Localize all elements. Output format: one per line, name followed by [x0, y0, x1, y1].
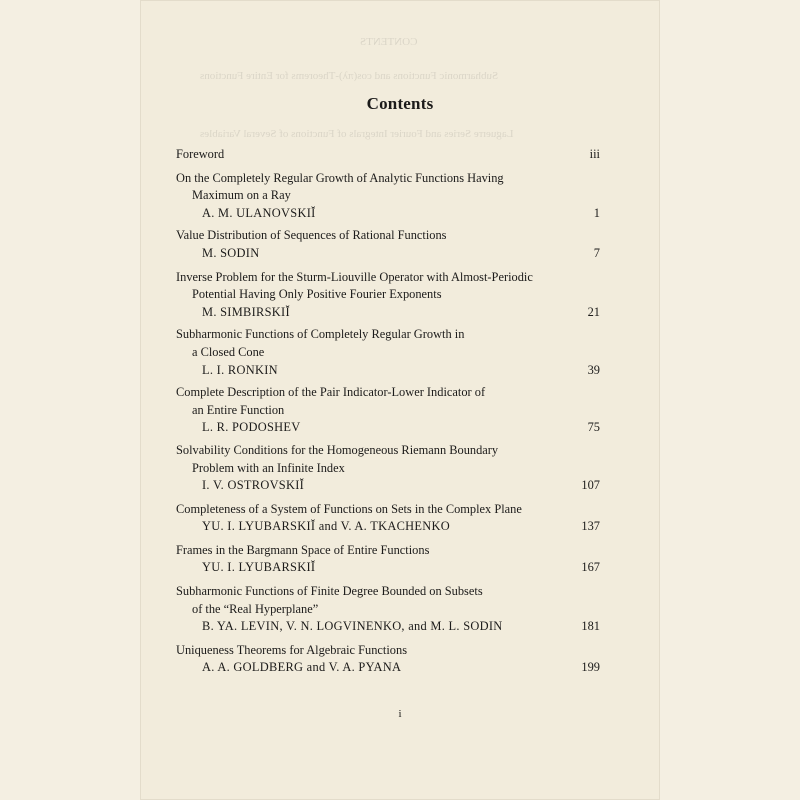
entry-title: Maximum on a Ray: [192, 188, 291, 203]
entry-page-number: 21: [587, 304, 600, 319]
entry-title: On the Completely Regular Growth of Analytic Functions Having: [176, 170, 504, 185]
entry-title: Subharmonic Functions of Finite Degree Bounded on Subsets: [176, 584, 483, 599]
entry-title: Solvability Conditions for the Homogeneous Riemann Boundary: [176, 442, 499, 457]
entry-authors: B. YA. LEVIN, V. N. LOGVINENKO, and M. L. SODIN: [202, 619, 503, 634]
entry-authors: A. A. GOLDBERG and V. A. PYANA: [202, 660, 402, 675]
toc-entry: [176, 384, 600, 437]
entry-authors: I. V. OSTROVSKIĬ: [202, 478, 305, 493]
entry-authors: YU. I. LYUBARSKIĬ: [202, 560, 316, 575]
entry-title: Complete Description of the Pair Indicator-Lower Indicator of: [176, 385, 486, 400]
entry-title: an Entire Function: [192, 402, 285, 417]
entry-title: of the “Real Hyperplane”: [192, 601, 319, 616]
entry-authors: L. R. PODOSHEV: [202, 420, 301, 435]
entry-page-number: iii: [589, 147, 600, 161]
entry-page-number: 75: [587, 420, 600, 435]
toc-entry: [176, 269, 600, 322]
toc-entry: [176, 146, 600, 164]
entry-title: Completeness of a System of Functions on Sets in the Complex Plane: [176, 501, 522, 516]
entry-page-number: 107: [581, 478, 600, 493]
entry-title: Potential Having Only Positive Fourier Exponents: [192, 287, 442, 302]
page-title: Contents: [366, 94, 434, 113]
entry-page-number: 199: [581, 660, 600, 675]
toc-entry: [176, 227, 600, 262]
entry-title: Foreword: [176, 147, 225, 161]
entry-title: Problem with an Infinite Index: [192, 460, 345, 475]
entry-title: Inverse Problem for the Sturm-Liouville Operator with Almost-Periodic: [176, 269, 533, 284]
entry-title: a Closed Cone: [192, 344, 265, 359]
toc-entry: [176, 542, 600, 577]
toc-entry: [176, 170, 600, 223]
entry-authors: L. I. RONKIN: [202, 362, 278, 377]
entry-title: Value Distribution of Sequences of Rational Functions: [176, 228, 447, 243]
entry-authors: M. SIMBIRSKIĬ: [202, 304, 290, 319]
toc-entry: [176, 501, 600, 536]
footer-page-number: i: [398, 708, 402, 720]
entry-page-number: 7: [593, 245, 600, 260]
entry-page-number: 167: [581, 560, 600, 575]
toc-entry: [176, 326, 600, 379]
entry-page-number: 181: [581, 619, 600, 634]
entry-page-number: 39: [587, 362, 600, 377]
entry-authors: A. M. ULANOVSKIĬ: [202, 205, 316, 220]
entry-title: Uniqueness Theorems for Algebraic Functions: [176, 642, 408, 657]
entry-page-number: 1: [593, 205, 600, 220]
toc-entry: [176, 583, 600, 636]
entry-title: Subharmonic Functions of Completely Regular Growth in: [176, 327, 465, 342]
entry-authors: M. SODIN: [202, 245, 260, 260]
entry-page-number: 137: [581, 519, 600, 534]
entry-title: Frames in the Bargmann Space of Entire Functions: [176, 542, 430, 557]
table-of-contents: [176, 146, 600, 677]
entry-authors: YU. I. LYUBARSKIĬ and V. A. TKACHENKO: [202, 519, 451, 534]
toc-entry: [176, 642, 600, 677]
toc-entry: [176, 442, 600, 495]
